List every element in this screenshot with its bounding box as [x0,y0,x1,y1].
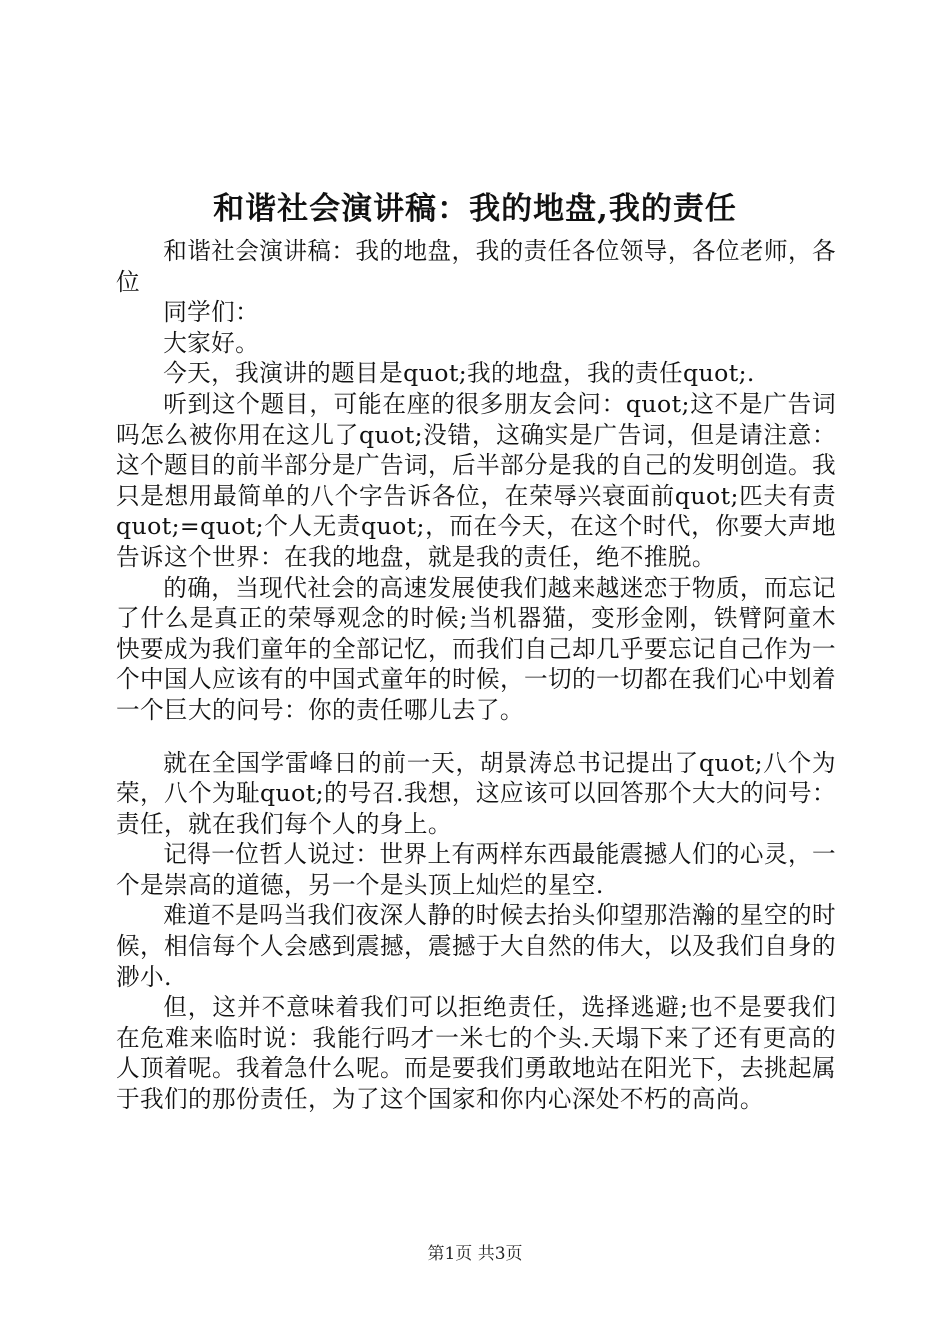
paragraph-eight-honors: 就在全国学雷峰日的前一天，胡景涛总书记提出了quot;八个为荣，八个为耻quot;的号召.我想，这应该可以回答那个大大的问号：责任，就在我们每个人的身上。 [116,748,836,838]
paragraph-responsibility: 但，这并不意味着我们可以拒绝责任，选择逃避;也不是要我们在危难来临时说：我能行吗才一米七的个头.天塌下来了还有更高的人顶着呢。我着急什么呢。而是要我们勇敢地站在阳光下，去挑起属于我们的那份责任，为了这个国家和你内心深处不朽的高尚。 [116,993,836,1114]
paragraph-topic: 今天，我演讲的题目是quot;我的地盘，我的责任quot;. [163,359,755,388]
paragraph-modern-society: 的确，当现代社会的高速发展使我们越来越迷恋于物质，而忘记了什么是真正的荣辱观念的时候;当机器猫，变形金刚，铁臂阿童木快要成为我们童年的全部记忆，而我们自己却几乎要忘记自己作为一个中国人应该有的中国式童年的时候，一切的一切都在我们心中划着一个巨大的问号：你的责任哪儿去了。 [116,573,836,724]
document-title: 和谐社会演讲稿：我的地盘,我的责任 [213,191,737,227]
paragraph-philosopher: 记得一位哲人说过：世界上有两样东西最能震撼人们的心灵，一个是崇高的道德，另一个是头顶上灿烂的星空. [116,840,836,899]
paragraph-slogan: 听到这个题目，可能在座的很多朋友会问：quot;这不是广告词吗怎么被你用在这儿了quot;没错，这确实是广告词，但是请注意：这个题目的前半部分是广告词，后半部分是我的自己的发明创造。我只是想用最简单的八个字告诉各位，在荣辱兴衰面前quot;匹夫有责quot;=quot;个人无责quot;，而在今天，在这个时代，你要大声地告诉这个世界：在我的地盘，就是我的责任，绝不推脱。 [116,389,836,571]
paragraph-greeting: 和谐社会演讲稿：我的地盘，我的责任各位领导，各位老师，各位 [116,237,836,296]
paragraph-hello: 大家好。 [163,328,260,357]
document-body [116,236,836,1115]
page-number: 第1页 共3页 [427,1244,523,1264]
paragraph-starry-sky: 难道不是吗当我们夜深人静的时候去抬头仰望那浩瀚的星空的时候，相信每个人会感到震撼，震撼于大自然的伟大，以及我们自身的渺小. [116,901,836,991]
paragraph-classmates: 同学们： [163,298,260,327]
